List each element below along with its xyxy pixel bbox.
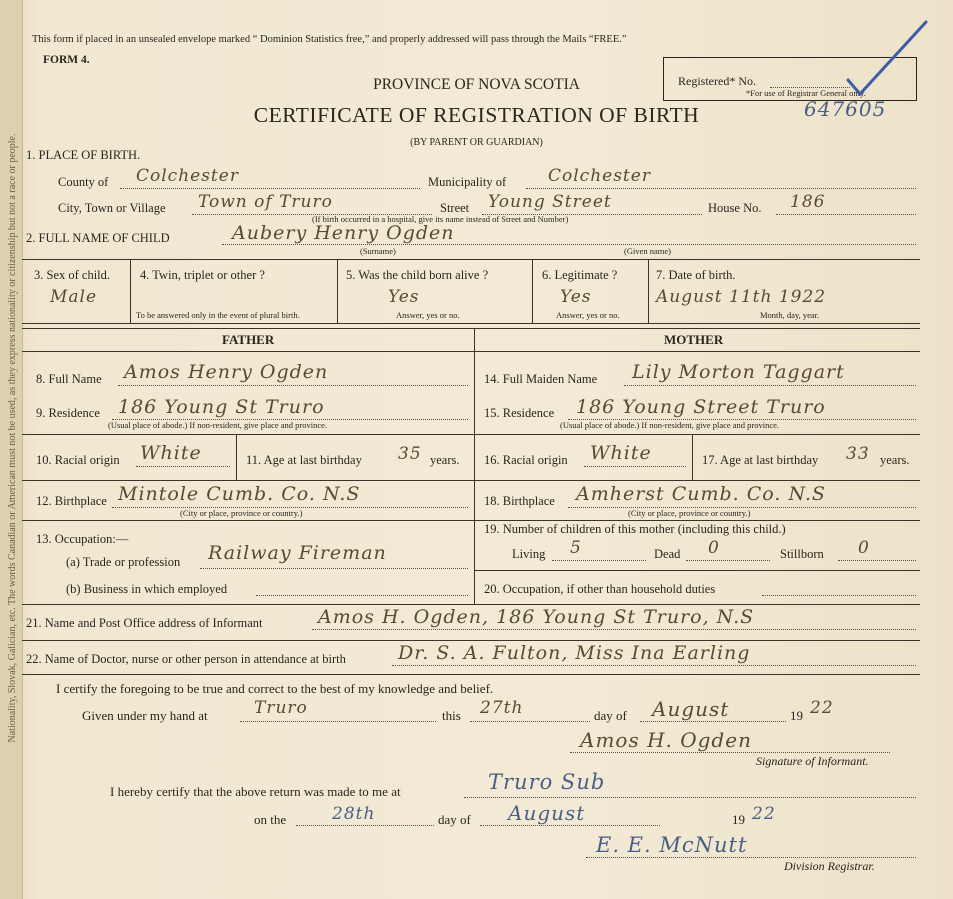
date-of-birth-value: August 11th 1922: [656, 287, 827, 307]
registrar-place-value: Truro Sub: [488, 770, 606, 794]
left-margin-strip: [0, 0, 23, 899]
rule-v-3: [532, 259, 533, 323]
registered-number-handwritten: 647605: [804, 97, 887, 121]
registrar-month-value: August: [508, 801, 586, 825]
doctor-value: Dr. S. A. Fulton, Miss Ina Earling: [398, 642, 751, 664]
registered-note: *For use of Registrar General only.: [746, 88, 866, 98]
mother-children-label: 19. Number of children of this mother (including this child.): [484, 522, 786, 536]
father-trade-value: Railway Fireman: [208, 542, 387, 564]
mother-heading: MOTHER: [664, 332, 724, 347]
rule-father-1: [22, 434, 474, 435]
sex-label: 3. Sex of child.: [34, 268, 111, 282]
municipality-label: Municipality of: [428, 175, 507, 189]
mother-residence-value: 186 Young Street Truro: [576, 396, 826, 418]
mother-name-line: [624, 385, 916, 386]
registrar-place-line: [464, 797, 916, 798]
rule-mother-3: [474, 520, 920, 521]
dead-value: 0: [708, 538, 720, 558]
mother-race-value: White: [590, 442, 652, 464]
born-alive-note: Answer, yes or no.: [396, 310, 460, 320]
mother-residence-note: (Usual place of abode.) If non-resident, give place and province.: [560, 420, 780, 430]
registrar-signature: E. E. McNutt: [596, 833, 748, 857]
father-heading: FATHER: [222, 332, 275, 347]
informant-signature: Amos H. Ogden: [580, 728, 752, 752]
house-number-line: [776, 214, 916, 215]
father-age-label: 11. Age at last birthday: [246, 453, 362, 467]
born-alive-value: Yes: [388, 287, 420, 307]
rule-v-4: [648, 259, 649, 323]
registrar-month-line: [480, 825, 660, 826]
rule-father-3: [22, 520, 474, 521]
municipality-value: Colchester: [548, 166, 651, 186]
mother-occupation-line: [762, 595, 916, 596]
born-alive-label: 5. Was the child born alive ?: [346, 268, 489, 282]
rule-doctor: [22, 674, 920, 675]
registrar-day-value: 28th: [332, 804, 376, 824]
father-trade-line: [200, 568, 468, 569]
hospital-note: (If birth occurred in a hospital, give its name instead of Street and Number): [312, 214, 569, 224]
rule-mother-1: [474, 434, 920, 435]
division-registrar-label: Division Registrar.: [784, 859, 875, 873]
stillborn-line: [838, 560, 916, 561]
county-label: County of: [58, 175, 109, 189]
rule-row3-bottom: [22, 323, 920, 324]
city-value: Town of Truro: [198, 192, 333, 212]
child-name-line: [222, 244, 916, 245]
father-birthplace-label: 12. Birthplace: [36, 494, 107, 508]
rule-informant: [22, 640, 920, 641]
mother-race-label: 16. Racial origin: [484, 453, 568, 467]
registrar-certify-text: I hereby certify that the above return was made to me at: [110, 784, 401, 799]
living-value: 5: [570, 538, 582, 558]
rule-row3-top: [22, 259, 920, 260]
cert-month-value: August: [652, 697, 730, 721]
house-number-value: 186: [790, 192, 826, 212]
page-subtitle: (BY PARENT OR GUARDIAN): [410, 137, 543, 148]
father-birthplace-value: Mintole Cumb. Co. N.S: [118, 483, 361, 505]
rule-parents-heading: [22, 351, 920, 352]
mail-notice: This form if placed in an unsealed envelope marked “ Dominion Statistics free,” and properly addressed will pass through the Mails “FREE.”: [32, 34, 627, 45]
page-title: CERTIFICATE OF REGISTRATION OF BIRTH: [253, 103, 700, 127]
municipality-line: [526, 188, 916, 189]
father-trade-label: (a) Trade or profession: [66, 555, 181, 569]
rule-father-2: [22, 480, 474, 481]
mother-name-value: Lily Morton Taggart: [632, 361, 845, 383]
father-occupation-label: 13. Occupation:—: [36, 532, 129, 546]
twin-note: To be answered only in the event of plural birth.: [136, 310, 300, 320]
rule-parents-bottom: [22, 604, 920, 605]
cert-day-value: 27th: [480, 698, 524, 718]
father-name-label: 8. Full Name: [36, 372, 102, 386]
given-under-label: Given under my hand at: [82, 708, 208, 723]
rule-mother-2: [474, 480, 920, 481]
father-residence-label: 9. Residence: [36, 406, 100, 420]
surname-note: (Surname): [360, 246, 396, 256]
father-birthplace-note: (City or place, province or country.): [180, 508, 303, 518]
rule-parents-top: [22, 328, 920, 329]
mother-birthplace-value: Amherst Cumb. Co. N.S: [576, 483, 826, 505]
registrar-year-value: 22: [752, 804, 776, 824]
form-number: FORM 4.: [43, 54, 90, 66]
margin-note: Nationality, Slovak, Galician, etc. The words Canadian or American must not be used, as they express nationality or citizenship but not a race or people.: [7, 133, 18, 743]
father-race-label: 10. Racial origin: [36, 453, 120, 467]
date-of-birth-note: Month, day, year.: [760, 310, 820, 320]
province-heading: PROVINCE OF NOVA SCOTIA: [373, 76, 580, 93]
registered-label: Registered* No.: [678, 74, 756, 88]
cert-year-prefix: 19: [790, 708, 803, 723]
registrar-year-prefix: 19: [732, 812, 745, 827]
informant-signature-line: [570, 752, 890, 753]
certify-text: I certify the foregoing to be true and correct to the best of my knowledge and belief.: [56, 681, 494, 696]
mother-race-line: [584, 466, 686, 467]
rule-father-age-split: [236, 434, 237, 480]
this-label: this: [442, 708, 461, 723]
mother-birthplace-label: 18. Birthplace: [484, 494, 555, 508]
registrar-day-of-label: day of: [438, 812, 471, 827]
rule-parents-divider: [474, 328, 475, 604]
mother-name-label: 14. Full Maiden Name: [484, 372, 598, 386]
dead-label: Dead: [654, 547, 681, 561]
dead-line: [686, 560, 770, 561]
given-place-value: Truro: [254, 698, 308, 718]
father-residence-note: (Usual place of abode.) If non-resident, give place and province.: [108, 420, 328, 430]
doctor-label: 22. Name of Doctor, nurse or other person in attendance at birth: [26, 652, 346, 666]
mother-residence-label: 15. Residence: [484, 406, 555, 420]
legitimate-note: Answer, yes or no.: [556, 310, 620, 320]
mother-age-value: 33: [846, 444, 870, 464]
father-name-line: [118, 385, 468, 386]
doctor-line: [392, 665, 916, 666]
registrar-day-line: [296, 825, 434, 826]
legitimate-label: 6. Legitimate ?: [542, 268, 618, 282]
mother-occupation-label: 20. Occupation, if other than household duties: [484, 582, 716, 596]
cert-year-value: 22: [810, 698, 834, 718]
date-of-birth-label: 7. Date of birth.: [656, 268, 736, 282]
city-label: City, Town or Village: [58, 201, 166, 215]
rule-v-2: [337, 259, 338, 323]
blue-check-mark: [842, 18, 932, 98]
father-business-label: (b) Business in which employed: [66, 582, 228, 596]
informant-value: Amos H. Ogden, 186 Young St Truro, N.S: [318, 606, 755, 628]
child-name-value: Aubery Henry Ogden: [232, 222, 455, 244]
rule-mother-4: [474, 570, 920, 571]
child-name-label: 2. FULL NAME OF CHILD: [26, 231, 170, 245]
county-value: Colchester: [136, 166, 239, 186]
signature-informant-label: Signature of Informant.: [756, 754, 869, 768]
living-label: Living: [512, 547, 546, 561]
father-residence-value: 186 Young St Truro: [118, 396, 325, 418]
legitimate-value: Yes: [560, 287, 592, 307]
stillborn-value: 0: [858, 538, 870, 558]
father-age-value: 35: [398, 444, 422, 464]
mother-age-label: 17. Age at last birthday: [702, 453, 819, 467]
father-years-label: years.: [430, 453, 460, 467]
father-race-line: [136, 466, 230, 467]
given-place-line: [240, 721, 436, 722]
living-line: [552, 560, 646, 561]
street-label: Street: [440, 201, 470, 215]
house-number-label: House No.: [708, 201, 762, 215]
cert-day-line: [470, 721, 590, 722]
registrar-signature-line: [586, 857, 916, 858]
street-value: Young Street: [488, 192, 612, 212]
father-business-line: [256, 595, 468, 596]
given-name-note: (Given name): [624, 246, 671, 256]
rule-mother-age-split: [692, 434, 693, 480]
county-line: [120, 188, 420, 189]
cert-month-line: [640, 721, 786, 722]
registrar-on-label: on the: [254, 812, 287, 827]
informant-label: 21. Name and Post Office address of Informant: [26, 616, 263, 630]
sex-value: Male: [50, 287, 98, 307]
father-race-value: White: [140, 442, 202, 464]
father-name-value: Amos Henry Ogden: [124, 361, 329, 383]
cert-day-of-label: day of: [594, 708, 627, 723]
informant-line: [312, 629, 916, 630]
mother-years-label: years.: [880, 453, 910, 467]
place-of-birth-label: 1. PLACE OF BIRTH.: [26, 148, 141, 162]
stillborn-label: Stillborn: [780, 547, 824, 561]
twin-label: 4. Twin, triplet or other ?: [140, 268, 265, 282]
mother-birthplace-note: (City or place, province or country.): [628, 508, 751, 518]
rule-v-1: [130, 259, 131, 323]
